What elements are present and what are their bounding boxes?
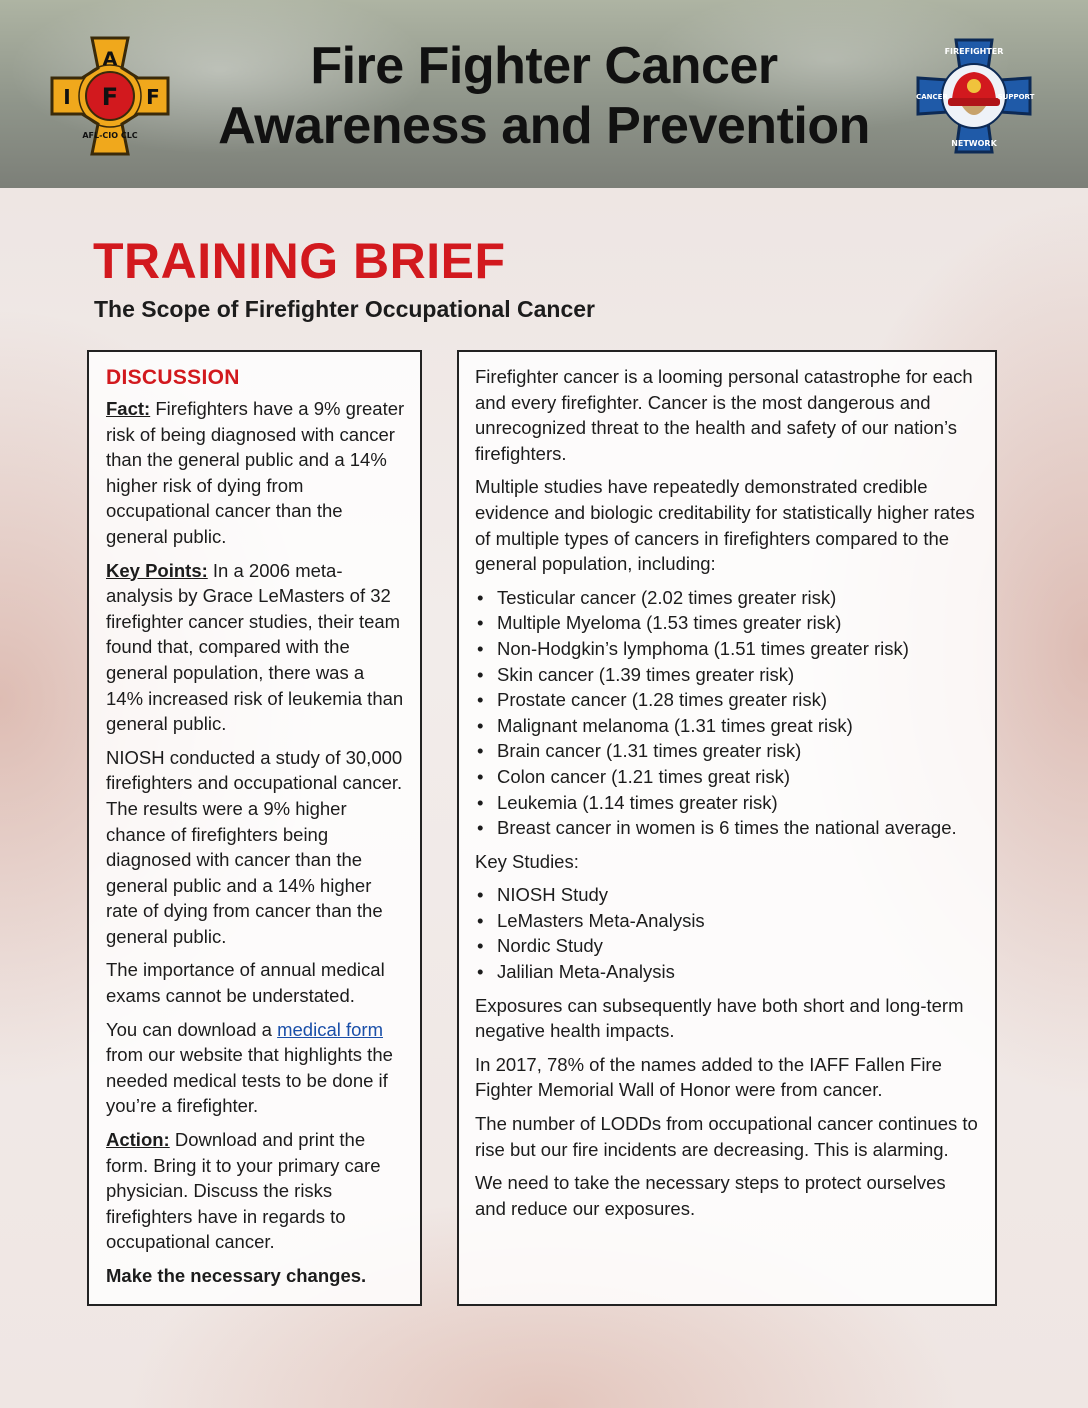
exposures-paragraph: Exposures can subsequently have both short and long-term negative health impacts. <box>475 994 964 1042</box>
fact-label: Fact: <box>106 398 151 419</box>
cancer-risk-list <box>475 585 981 841</box>
iaff-ring-text: AFL-CIO CLC <box>82 131 138 140</box>
list-item: • Non-Hodgkin’s lymphoma (1.51 times greater risk) <box>475 636 981 662</box>
discussion-box <box>87 350 422 1306</box>
header-banner <box>0 0 1088 188</box>
discussion-heading: DISCUSSION <box>106 366 240 389</box>
download-pre-text: You can download a <box>106 1018 278 1040</box>
fact-paragraph <box>106 396 406 550</box>
list-item: • LeMasters Meta-Analysis <box>475 908 981 934</box>
list-item: • Skin cancer (1.39 times greater risk) <box>475 662 981 688</box>
importance-paragraph: The importance of annual medical exams cannot be understated. <box>106 959 385 1007</box>
fcsn-ring-right: SUPPORT <box>997 93 1035 101</box>
brief-subtitle: The Scope of Firefighter Occupational Cancer <box>94 296 595 322</box>
iaff-letter-center: F <box>101 83 119 111</box>
list-item: • Testicular cancer (2.02 times greater risk) <box>475 585 981 611</box>
iaff-letter-left: I <box>63 85 71 109</box>
download-post-text: from our website that highlights the needed medical tests to be done if you’re a firefighter. <box>106 1044 393 1117</box>
list-item: • Breast cancer in women is 6 times the national average. <box>475 815 981 841</box>
closing-statement: Make the necessary changes. <box>106 1265 367 1286</box>
title-line-2: Awareness and Prevention <box>218 97 870 155</box>
list-item: • Brain cancer (1.31 times greater risk) <box>475 738 981 764</box>
protect-paragraph: We need to take the necessary steps to protect ourselves and reduce our exposures. <box>475 1172 946 1219</box>
key-studies-list <box>475 882 981 984</box>
key-studies-label: Key Studies: <box>475 850 579 872</box>
iaff-letter-right: F <box>146 85 160 109</box>
main-content-box <box>457 350 997 1306</box>
list-item: • Leukemia (1.14 times greater risk) <box>475 790 981 816</box>
list-item: • Nordic Study <box>475 933 981 959</box>
fcsn-ring-bottom: NETWORK <box>951 139 997 148</box>
list-item: • Malignant melanoma (1.31 times great risk) <box>475 713 981 739</box>
download-paragraph <box>106 1017 406 1119</box>
memorial-paragraph: In 2017, 78% of the names added to the IAFF Fallen Fire Fighter Memorial Wall of Honor were from cancer. <box>475 1053 942 1101</box>
list-item: • NIOSH Study <box>475 882 981 908</box>
iaff-letter-top: A <box>102 48 118 70</box>
list-item: • Colon cancer (1.21 times great risk) <box>475 764 981 790</box>
list-item: • Prostate cancer (1.28 times greater risk) <box>475 687 981 713</box>
action-label: Action: <box>106 1129 170 1151</box>
training-brief-heading: TRAINING BRIEF <box>93 233 506 289</box>
list-item: • Multiple Myeloma (1.53 times greater risk) <box>475 610 981 636</box>
lodd-paragraph: The number of LODDs from occupational cancer continues to rise but our fire incidents are decreasing. This is alarming. <box>475 1113 978 1160</box>
fcsn-ring-left: CANCER <box>916 93 948 101</box>
title-line-1: Fire Fighter Cancer <box>310 37 778 95</box>
list-item: • Jalilian Meta-Analysis <box>475 959 981 985</box>
niosh-paragraph: NIOSH conducted a study of 30,000 firefighters and occupational cancer. The results were a 9% higher chance of firefighters being diagnosed with cancer than the general public and a 14% higher rate of dying from cancer than the general public. <box>106 746 403 947</box>
key-points-text: In a 2006 meta-analysis by Grace LeMasters of 32 firefighter cancer studies, their team found that, compared with the general population, there was a 14% increased risk of leukemia than general public. <box>106 559 404 735</box>
action-paragraph <box>106 1127 406 1255</box>
fcsn-ring-top: FIREFIGHTER <box>944 47 1004 56</box>
intro-paragraph: Firefighter cancer is a looming personal catastrophe for each and every firefighter. Cancer is the most dangerous and unrecognized threat to the health and safety of our nation’s firefighters. <box>475 366 973 464</box>
fcsn-logo-icon <box>912 34 1036 158</box>
medical-form-link[interactable]: medical form <box>277 1018 383 1040</box>
action-text: Download and print the form. Bring it to your primary care physician. Discuss the risks firefighters have in regards to occupational cancer. <box>106 1129 381 1253</box>
page-title <box>200 36 888 156</box>
fact-text: Firefighters have a 9% greater risk of being diagnosed with cancer than the general public and a 14% higher risk of dying from occupational cancer than the general public. <box>106 398 405 547</box>
key-points-label: Key Points: <box>106 559 208 581</box>
iaff-logo-icon <box>48 34 172 158</box>
key-points-paragraph <box>106 558 406 737</box>
studies-paragraph: Multiple studies have repeatedly demonstrated credible evidence and biologic creditability for statistically higher rates of multiple types of cancers in firefighters compared to the general population, including: <box>475 476 975 575</box>
